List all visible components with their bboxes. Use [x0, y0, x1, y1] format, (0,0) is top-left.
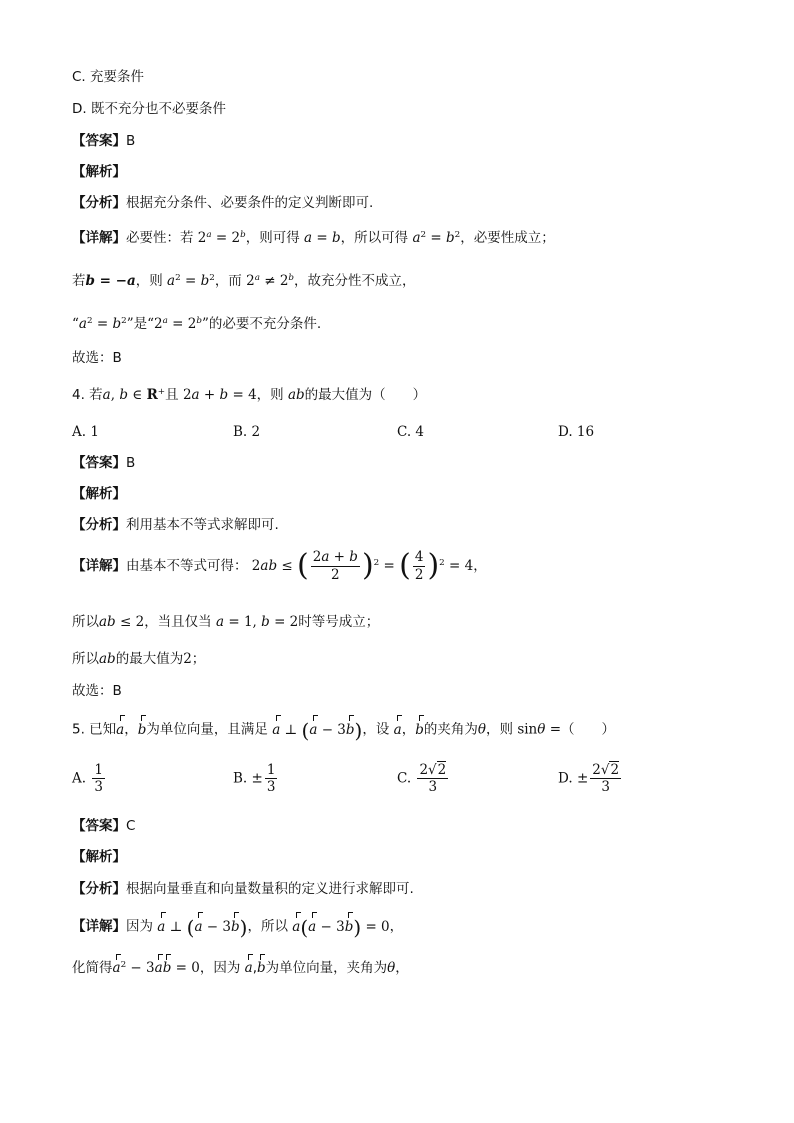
- q5-answer: [72, 818, 135, 834]
- answer-tag: 【答案】: [72, 455, 126, 471]
- q3-analysis: [72, 195, 373, 211]
- text: 所以: [72, 614, 99, 630]
- q3-detail-line-3: [72, 316, 321, 332]
- text: ；: [191, 651, 206, 667]
- q4-detail-line-2: [72, 614, 379, 630]
- text: 为单位向量，夹角为: [265, 960, 388, 976]
- fenxi-tag: 【分析】: [72, 195, 126, 211]
- formula: a(a − 3b) = 0: [292, 915, 390, 939]
- fraction: $\frac{2√2}{3}$: [419, 762, 447, 795]
- formula: $a^2 - 3ab = 0$: [112, 960, 200, 976]
- q4-detail-line-3: 所以ab的最大值为2；: [72, 651, 206, 667]
- q3-detail-line-1: 【详解】必要性：若 $2^a = 2^b$，则可得 a = b，所以可得 $a^2 = b^2$，必要性成立；: [72, 230, 555, 246]
- text: 是: [133, 316, 148, 332]
- formula: ab: [99, 651, 116, 667]
- q5-option-d: D. ± $\frac{2√2}{3}$: [558, 762, 620, 795]
- option-label: C.: [397, 770, 412, 787]
- q5-stem: 5. 已知a，b为单位向量，且满足 a ⊥ (a − 3b)，设 a，b的夹角为θ，则 sinθ =（ ）: [72, 718, 616, 742]
- fraction: $\frac{4}{2}$: [414, 549, 424, 583]
- text: ，所以可得: [340, 230, 409, 246]
- q3-detail-line-2: 若b = −a，则 $a^2 = b^2$，而 $2^a \ne 2^b$，故充分性不成立，: [72, 273, 416, 289]
- text: ，必要性成立；: [460, 230, 555, 246]
- fraction: $\frac{1}{3}$: [266, 762, 276, 795]
- formula: $a^2 = b^2$: [167, 273, 215, 289]
- text: 4. 若: [72, 387, 103, 403]
- text: ，而: [214, 273, 242, 289]
- formula: $2^a = 2^b$: [197, 230, 246, 246]
- fenxi-text: 根据向量垂直和向量数量积的定义进行求解即可.: [126, 881, 414, 897]
- q5-option-c: [397, 762, 450, 795]
- formula: $2^a \ne 2^b$: [246, 273, 295, 289]
- q3-option-c: C. 充要条件: [72, 69, 145, 85]
- q3-conclusion: 故选：B: [72, 350, 122, 366]
- text: ，当且仅当: [144, 614, 212, 630]
- q4-option-c: C. 4: [397, 424, 425, 440]
- fenxi-tag: 【分析】: [72, 881, 126, 897]
- text: 为单位向量，且满足: [146, 721, 268, 738]
- text: 所以: [72, 651, 99, 667]
- fenxi-text: 根据充分条件、必要条件的定义判断即可.: [126, 195, 374, 211]
- formula: “$a^2 = b^2$”: [72, 316, 134, 332]
- fraction: $\frac{2a + b}{2}$: [312, 549, 358, 583]
- option-label: A.: [72, 770, 87, 787]
- q4-analysis: [72, 517, 279, 533]
- text: ，则: [135, 273, 163, 289]
- text: ，则: [486, 721, 514, 738]
- q5-option-b: B. ± $\frac{1}{3}$: [233, 762, 276, 795]
- text: 因为: [126, 918, 153, 935]
- text: 的必要不充分条件.: [208, 316, 322, 332]
- text: ，所以: [247, 918, 288, 935]
- answer-value: B: [126, 455, 136, 471]
- q4-jiexi-tag: 【解析】: [72, 486, 126, 502]
- fraction: $\frac{1}{3}$: [94, 762, 103, 795]
- xiangjie-tag: 【详解】: [72, 918, 126, 935]
- q4-detail-line-1: 【详解】由基本不等式可得： 2ab ≤ ( $\frac{2a + b}{2}$ )$^2$ = ( $\frac{4}{2}$ )$^2$ = 4，: [72, 548, 487, 583]
- formula: “$2^a = 2^b$”: [147, 316, 209, 332]
- q3-answer: [72, 133, 135, 149]
- text: ，故充分性不成立，: [294, 273, 416, 289]
- text: 的最大值为: [115, 651, 184, 667]
- text: ，: [395, 960, 409, 976]
- text: 5. 已知: [72, 721, 117, 738]
- q4-answer: [72, 455, 135, 471]
- text: ，设: [362, 721, 390, 738]
- text: 若: [72, 273, 86, 289]
- text: 必要性：若: [126, 230, 194, 246]
- formula: 2a + b = 4: [182, 387, 257, 403]
- option-label: D.: [558, 770, 573, 787]
- formula: a = 1, b = 2: [215, 614, 299, 630]
- formula: a: [304, 230, 313, 246]
- text: ，则: [256, 387, 284, 403]
- q4-option-a: A. 1: [72, 424, 99, 440]
- text: 化简得: [72, 960, 113, 976]
- answer-value: C: [126, 818, 136, 834]
- text: 的最大值为（ ）: [304, 387, 427, 403]
- q4-option-b: B. 2: [233, 424, 261, 440]
- option-label: B.: [233, 770, 248, 787]
- answer-tag: 【答案】: [72, 818, 126, 834]
- q5-analysis: [72, 881, 414, 897]
- text: ，则可得: [245, 230, 300, 246]
- xiangjie-tag: 【详解】: [72, 230, 126, 246]
- text: 且: [165, 387, 179, 403]
- formula: $a^2 = b^2$: [412, 230, 461, 246]
- formula: a, b ∈ R+: [102, 387, 166, 403]
- q4-option-d: D. 16: [558, 424, 595, 440]
- formula: ab: [287, 387, 305, 403]
- formula: sinθ =: [517, 721, 562, 738]
- text: （ ）: [561, 721, 616, 738]
- fenxi-tag: 【分析】: [72, 517, 126, 533]
- q5-option-a: [72, 762, 107, 795]
- q5-detail-line-1: 【详解】因为 a ⊥ (a − 3b)，所以 a(a − 3b) = 0，: [72, 915, 404, 939]
- text: 的夹角为: [423, 721, 478, 738]
- q4-conclusion: 故选：B: [72, 683, 122, 699]
- fraction: $\frac{2√2}{3}$: [592, 762, 620, 795]
- xiangjie-tag: 【详解】: [72, 558, 126, 574]
- answer-tag: 【答案】: [72, 133, 126, 149]
- text: 由基本不等式可得：: [126, 558, 248, 574]
- text: 时等号成立；: [298, 614, 380, 630]
- fenxi-text: 利用基本不等式求解即可.: [126, 517, 279, 533]
- formula: a ⊥ (a − 3b): [157, 915, 248, 939]
- q5-jiexi-tag: 【解析】: [72, 849, 126, 865]
- formula: ab ≤ 2: [99, 614, 145, 630]
- text: ，因为: [199, 960, 241, 976]
- q3-option-d: D. 既不充分也不必要条件: [72, 101, 226, 117]
- formula: 2ab ≤: [251, 558, 297, 574]
- q5-detail-line-2: 化简得$a^2 - 3ab = 0$，因为 a,b为单位向量，夹角为θ，: [72, 960, 409, 976]
- formula: b: [85, 273, 95, 289]
- q4-stem: [72, 387, 426, 403]
- q3-jiexi-tag: 【解析】: [72, 164, 126, 180]
- formula: a ⊥ (a − 3b): [272, 718, 363, 742]
- answer-value: B: [126, 133, 136, 149]
